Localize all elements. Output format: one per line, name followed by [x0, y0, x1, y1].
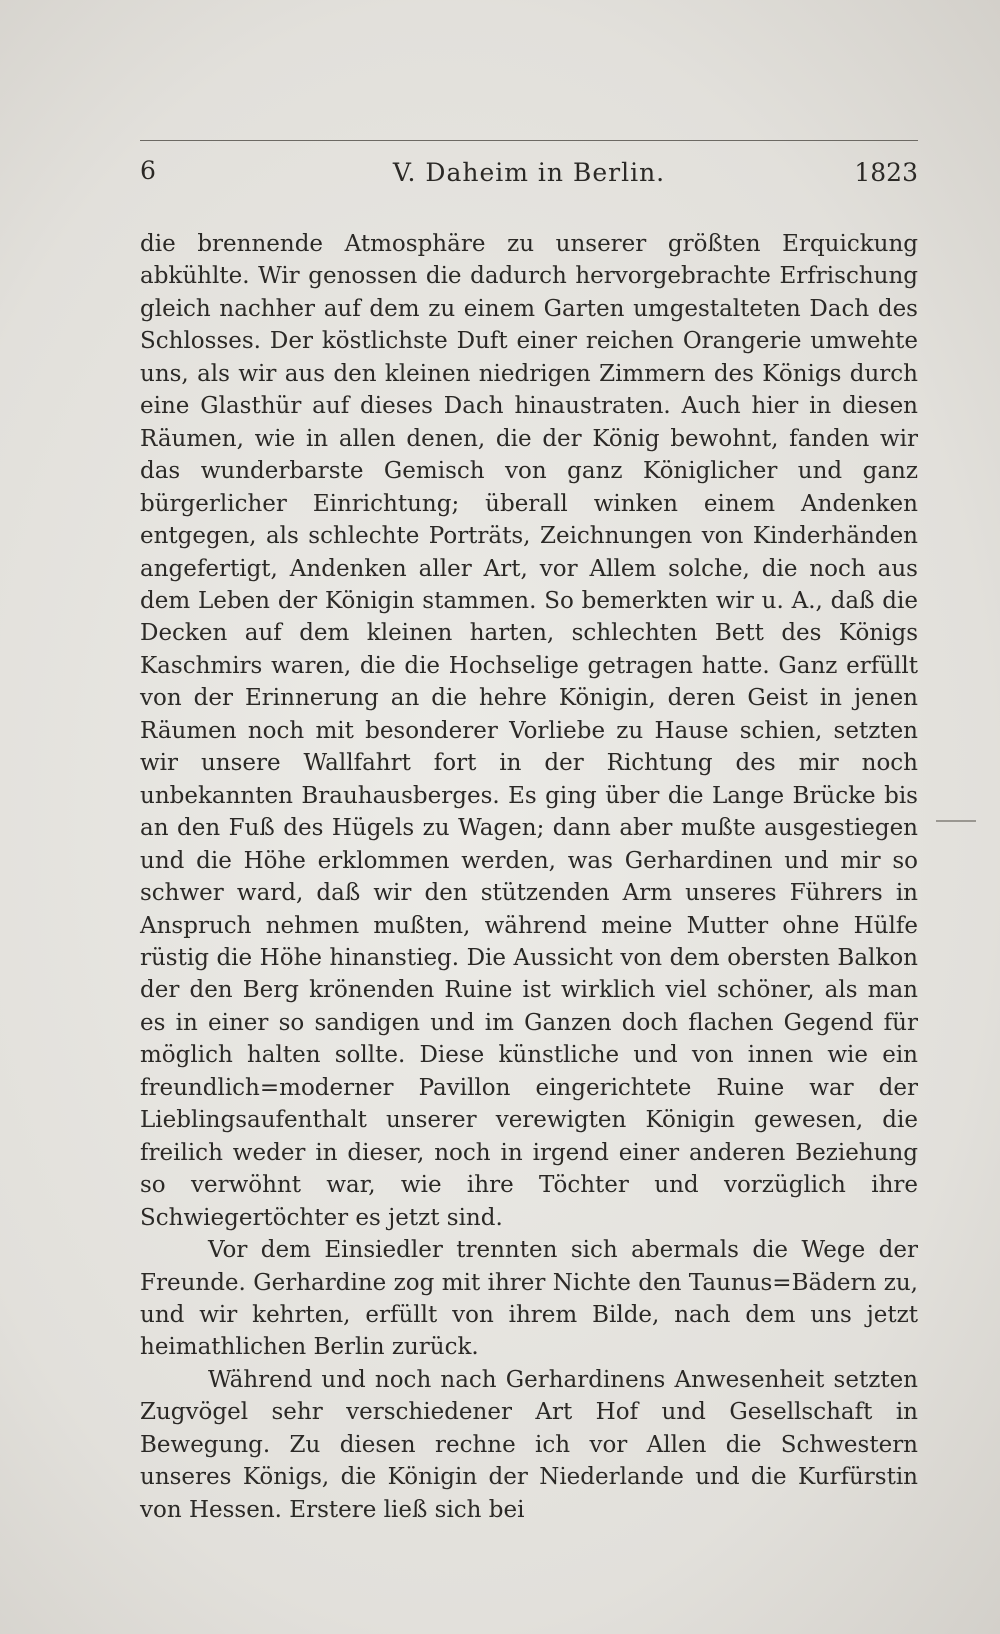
body-text [140, 228, 918, 1526]
running-header [140, 152, 918, 192]
margin-mark [936, 820, 976, 822]
header-rule [140, 140, 918, 141]
paragraph: die brennende Atmosphäre zu unserer größten Erquickung abkühlte. Wir genossen die dadurch hervorgebrachte Erfrischung gleich nachher auf dem zu einem Garten umgestalteten Dach des Schlosses. Der köstlichste Duft einer reichen Orangerie umwehte uns, als wir aus den kleinen niedrigen Zimmern des Königs durch eine Glasthür auf dieses Dach hinaustraten. Auch hier in diesen Räumen, wie in allen denen, die der König bewohnt, fanden wir das wunderbarste Gemisch von ganz Königlicher und ganz bürgerlicher Einrichtung; überall winken einem Andenken entgegen, als schlechte Porträts, Zeichnungen von Kinderhänden angefertigt, Andenken aller Art, vor Allem solche, die noch aus dem Leben der Königin stammen. So bemerkten wir u. A., daß die Decken auf dem kleinen harten, schlechten Bett des Königs Kaschmirs waren, die die Hochselige getragen hatte. Ganz erfüllt von der Erinnerung an die hehre Königin, deren Geist in jenen Räumen noch mit besonderer Vorliebe zu Hause schien, setzten wir unsere Wallfahrt fort in der Richtung des mir noch unbekannten Brauhausberges. Es ging über die Lange Brücke bis an den Fuß des Hügels zu Wagen; dann aber mußte ausgestiegen und die Höhe erklommen werden, was Gerhardinen und mir so schwer ward, daß wir den stützenden Arm unseres Führers in Anspruch nehmen mußten, während meine Mutter ohne Hülfe rüstig die Höhe hinanstieg. Die Aussicht von dem obersten Balkon der den Berg krönenden Ruine ist wirklich viel schöner, als man es in einer so sandigen und im Ganzen doch flachen Gegend für möglich halten sollte. Diese künstliche und von innen wie ein freundlich=moderner Pavillon eingerichtete Ruine war der Lieblingsaufenthalt unserer verewigten Königin gewesen, die freilich weder in dieser, noch in irgend einer anderen Beziehung so verwöhnt war, wie ihre Töchter und vorzüglich ihre Schwiegertöchter es jetzt sind. [140, 231, 918, 1231]
header-year: 1823 [854, 158, 918, 187]
chapter-title: V. Daheim in Berlin. [392, 158, 666, 187]
paragraph: Vor dem Einsiedler trennten sich abermals die Wege der Freunde. Gerhardine zog mit ihrer Nichte den Taunus=Bädern zu, und wir kehrten, erfüllt von ihrem Bilde, nach dem uns jetzt heimathlichen Berlin zurück. [140, 1237, 918, 1361]
page-number: 6 [140, 156, 156, 185]
paragraph: Während und noch nach Gerhardinens Anwesenheit setzten Zugvögel sehr verschiedener Art Hof und Gesellschaft in Bewegung. Zu diesen rechne ich vor Allen die Schwestern unseres Königs, die Königin der Niederlande und die Kurfürstin von Hessen. Erstere ließ sich bei [140, 1366, 918, 1523]
